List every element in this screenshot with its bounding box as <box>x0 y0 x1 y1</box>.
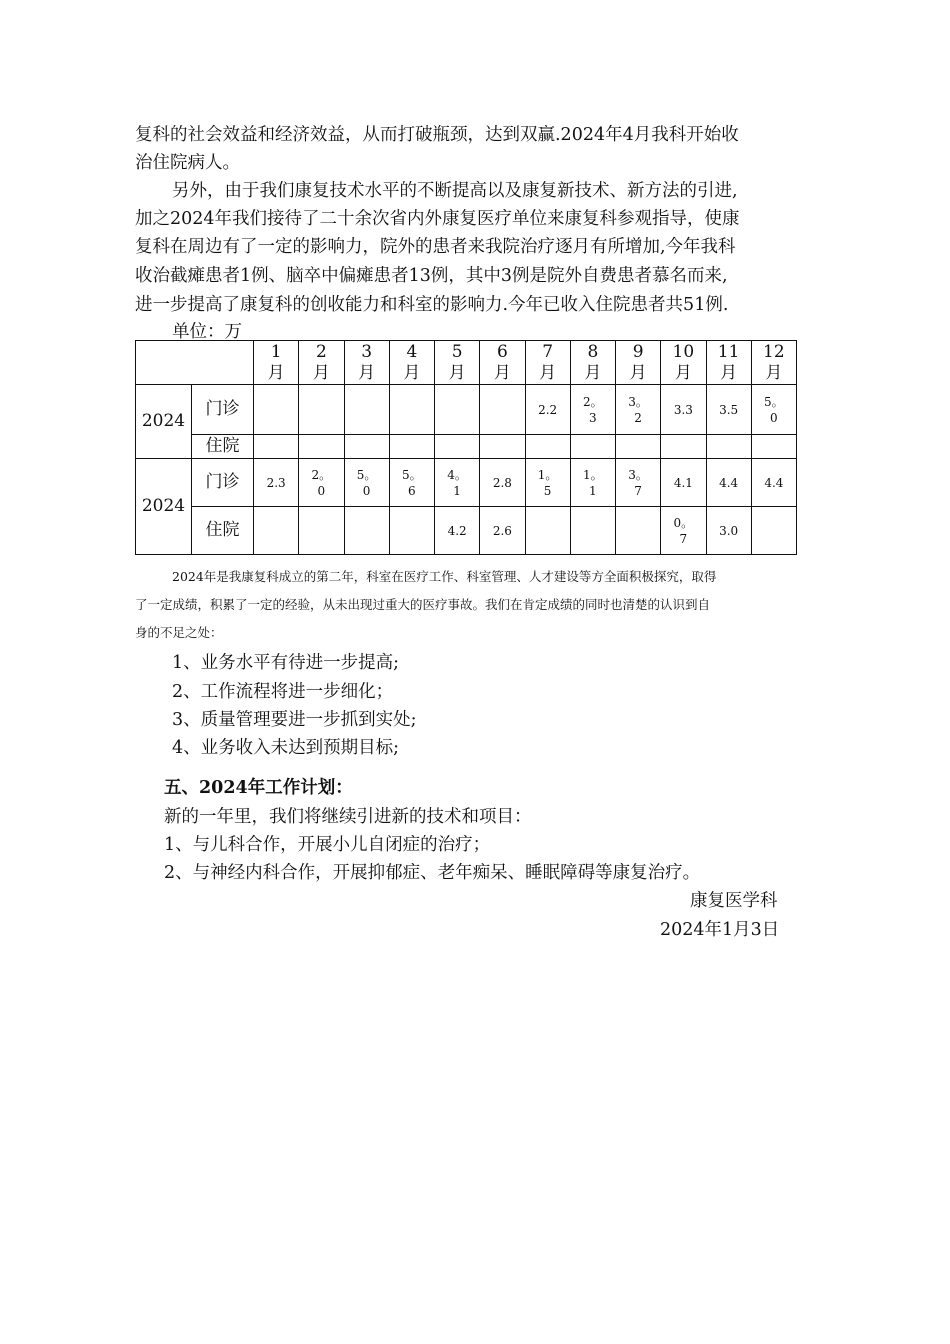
value-text: 2.3 <box>266 475 286 490</box>
plan-item: 2、与神经内科合作，开展抑郁症、老年痴呆、睡眠障碍等康复治疗。 <box>164 863 701 883</box>
month-header <box>570 341 615 385</box>
value-cell <box>344 459 389 507</box>
value-text: 2.2 <box>538 402 558 417</box>
value-cell <box>616 435 661 459</box>
month-header-text: 6 <box>496 341 508 362</box>
value-text: 4。 <box>447 467 467 482</box>
value-cell <box>480 459 525 507</box>
revenue-table <box>135 340 797 555</box>
value-cell <box>661 507 706 555</box>
year-cell: 2024 <box>136 459 192 555</box>
value-cell <box>525 385 570 435</box>
month-header <box>299 341 344 385</box>
value-cell <box>299 435 344 459</box>
value-cell <box>389 435 434 459</box>
table-row <box>136 507 797 555</box>
month-header <box>254 341 299 385</box>
intro-line: 治住院病人。 <box>135 153 240 173</box>
signature-date: 2024年1月3日 <box>660 920 780 940</box>
month-header <box>616 341 661 385</box>
month-header-text: 9 <box>632 341 644 362</box>
value-text: 3。 <box>628 394 648 409</box>
summary-line: 了一定成绩，积累了一定的经验，从未出现过重大的医疗事故。我们在肯定成绩的同时也清楚的认识到自 <box>135 597 711 612</box>
value-cell <box>616 459 661 507</box>
plan-intro: 新的一年里，我们将继续引进新的技术和项目： <box>164 807 532 827</box>
value-text: 0 <box>362 483 371 498</box>
month-header-text: 月 <box>765 362 783 383</box>
value-cell <box>525 435 570 459</box>
value-cell <box>435 435 480 459</box>
value-cell <box>570 435 615 459</box>
value-cell <box>751 435 796 459</box>
value-cell <box>389 459 434 507</box>
month-header-text: 8 <box>587 341 599 362</box>
month-header-text: 月 <box>629 362 647 383</box>
row-label-cell: 门诊 <box>192 385 254 435</box>
value-text: 5。 <box>356 467 377 482</box>
month-header-text: 月 <box>267 362 285 383</box>
value-text: 4.4 <box>764 475 784 490</box>
value-text: 1。 <box>537 467 558 482</box>
month-header-text: 月 <box>493 362 511 383</box>
intro-line: 另外，由于我们康复技术水平的不断提高以及康复新技术、新方法的引进, <box>172 181 738 201</box>
value-cell <box>570 385 615 435</box>
plan-item: 1、与儿科合作，开展小儿自闭症的治疗； <box>164 835 491 855</box>
value-cell <box>706 459 751 507</box>
value-text: 3。 <box>628 467 648 482</box>
value-text: 2.6 <box>492 523 512 538</box>
table-row <box>136 385 797 435</box>
month-header <box>344 341 389 385</box>
intro-line: 收治截瘫患者1例、脑卒中偏瘫患者13例，其中3例是院外自费患者慕名而来, <box>135 266 728 286</box>
month-header-text: 4 <box>406 341 418 362</box>
value-cell <box>661 385 706 435</box>
value-cell <box>254 435 299 459</box>
month-header <box>525 341 570 385</box>
value-cell <box>299 459 344 507</box>
intro-line: 复科在周边有了一定的影响力，院外的患者来我院治疗逐月有所增加,今年我科 <box>135 237 736 257</box>
value-text: 6 <box>408 483 416 498</box>
unit-label: 单位：万 <box>172 322 242 342</box>
value-cell <box>299 507 344 555</box>
shortcoming-item: 2、工作流程将进一步细化； <box>172 682 394 702</box>
value-cell <box>254 507 299 555</box>
month-header-text: 月 <box>403 362 421 383</box>
row-label-cell: 住院 <box>192 435 254 459</box>
value-text: 5 <box>543 483 552 498</box>
shortcoming-item: 4、业务收入未达到预期目标; <box>172 738 400 758</box>
month-header <box>480 341 525 385</box>
summary-line: 2024年是我康复科成立的第二年，科室在医疗工作、科室管理、人才建设等方全面积极探究，取得 <box>172 569 717 584</box>
month-header-text: 10 <box>672 341 695 362</box>
value-cell <box>344 385 389 435</box>
value-cell <box>344 507 389 555</box>
row-label-cell: 门诊 <box>192 459 254 507</box>
value-cell <box>525 507 570 555</box>
table-corner-cell <box>136 341 254 385</box>
value-cell <box>706 435 751 459</box>
summary-line: 身的不足之处： <box>135 625 223 640</box>
month-header <box>706 341 751 385</box>
value-cell <box>661 459 706 507</box>
table-header-row <box>136 341 797 385</box>
value-cell <box>389 507 434 555</box>
value-cell <box>254 459 299 507</box>
month-header-text: 2 <box>315 341 327 362</box>
month-header-text: 月 <box>448 362 466 383</box>
intro-line: 进一步提高了康复科的创收能力和科室的影响力.今年已收入住院患者共51例. <box>135 295 729 315</box>
value-text: 2 <box>634 410 642 425</box>
value-text: 1。 <box>583 467 603 482</box>
month-header-text: 11 <box>717 341 740 362</box>
month-header <box>389 341 434 385</box>
value-cell <box>435 459 480 507</box>
year-cell: 2024 <box>136 385 192 459</box>
intro-line: 复科的社会效益和经济效益，从而打破瓶颈，达到双赢.2024年4月我科开始收 <box>135 125 739 145</box>
value-cell <box>570 459 615 507</box>
value-cell <box>706 507 751 555</box>
row-label-cell: 住院 <box>192 507 254 555</box>
month-header-text: 月 <box>312 362 330 383</box>
value-text: 3.5 <box>719 402 739 417</box>
value-text: 3.0 <box>719 523 739 538</box>
month-header-text: 3 <box>361 341 373 362</box>
month-header-text: 月 <box>720 362 738 383</box>
value-cell <box>480 435 525 459</box>
value-text: 4.4 <box>719 475 739 490</box>
month-header <box>751 341 796 385</box>
shortcoming-item: 3、质量管理要进一步抓到实处; <box>172 710 417 730</box>
month-header-text: 月 <box>358 362 376 383</box>
value-cell <box>616 385 661 435</box>
value-cell <box>254 385 299 435</box>
plan-heading: 五、2024年工作计划： <box>164 778 353 798</box>
value-cell <box>706 385 751 435</box>
signature-department: 康复医学科 <box>690 891 778 911</box>
month-header-text: 5 <box>451 341 463 362</box>
value-text: 2。 <box>311 467 332 482</box>
value-cell <box>570 507 615 555</box>
value-cell <box>435 507 480 555</box>
value-text: 5。 <box>402 467 422 482</box>
month-header-text: 7 <box>542 341 554 362</box>
value-text: 2。 <box>583 394 603 409</box>
value-cell <box>525 459 570 507</box>
value-text: 7 <box>679 531 688 546</box>
value-cell <box>480 507 525 555</box>
intro-line: 加之2024年我们接待了二十余次省内外康复医疗单位来康复科参观指导，使康 <box>135 209 740 229</box>
value-cell <box>751 459 796 507</box>
value-cell <box>751 507 796 555</box>
value-cell <box>299 385 344 435</box>
shortcoming-item: 1、业务水平有待进一步提高; <box>172 653 400 673</box>
month-header-text: 1 <box>270 341 282 362</box>
table-row <box>136 435 797 459</box>
month-header-text: 月 <box>674 362 692 383</box>
value-cell <box>435 385 480 435</box>
value-text: 4.2 <box>447 523 467 538</box>
month-header-text: 月 <box>539 362 557 383</box>
value-cell <box>389 385 434 435</box>
month-header <box>435 341 480 385</box>
value-text: 2.8 <box>492 475 512 490</box>
value-text: 0 <box>317 483 326 498</box>
value-text: 7 <box>634 483 642 498</box>
value-text: 3 <box>589 410 597 425</box>
value-cell <box>616 507 661 555</box>
value-text: 5。 <box>764 394 784 409</box>
value-text: 4.1 <box>673 475 693 490</box>
value-cell <box>661 435 706 459</box>
value-text: 0 <box>770 410 778 425</box>
value-cell <box>480 385 525 435</box>
value-text: 1 <box>589 483 597 498</box>
value-cell <box>751 385 796 435</box>
value-cell <box>344 435 389 459</box>
value-text: 0。 <box>673 515 694 530</box>
table-row <box>136 459 797 507</box>
value-text: 1 <box>453 483 461 498</box>
month-header <box>661 341 706 385</box>
month-header-text: 12 <box>763 341 785 362</box>
value-text: 3.3 <box>673 402 693 417</box>
month-header-text: 月 <box>584 362 602 383</box>
